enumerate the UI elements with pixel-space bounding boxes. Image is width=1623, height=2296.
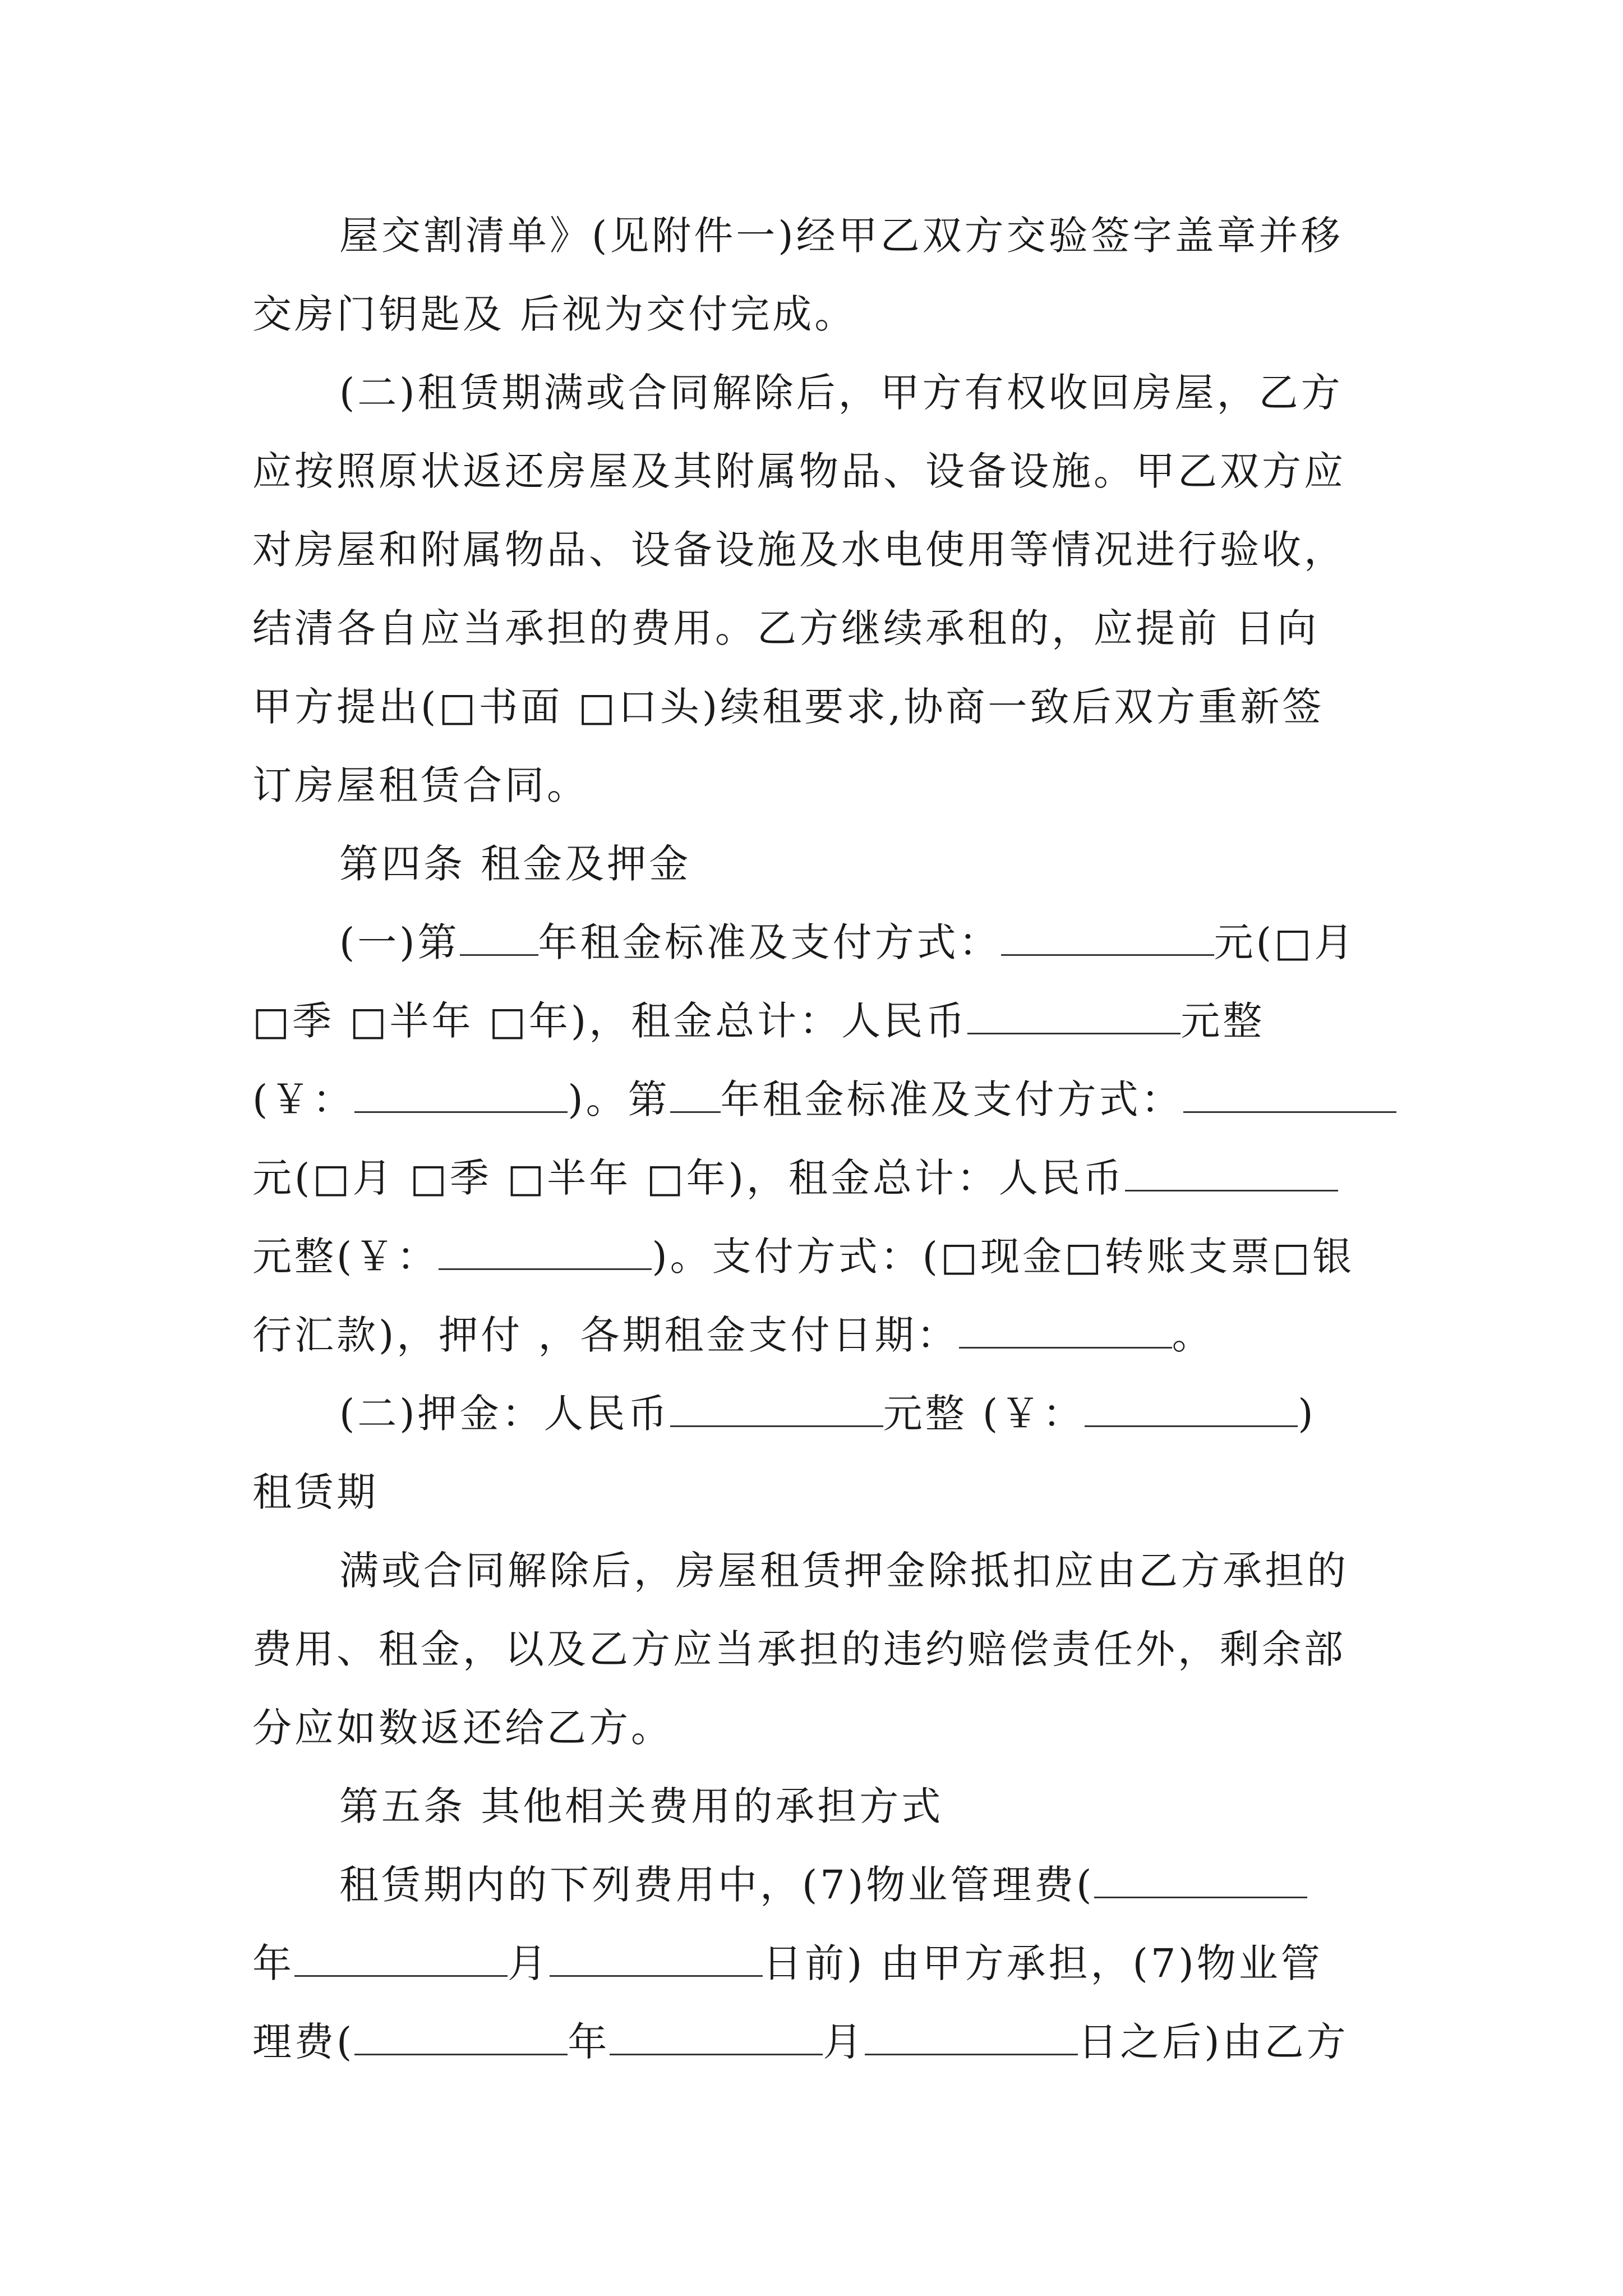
text-line-12 (252, 1071, 1396, 1128)
text-fragment: 年租金标准及支付方式： (720, 1076, 1183, 1122)
text-fragment: 年 (568, 2019, 610, 2065)
text-fragment: 行汇款)，押付 ，各期租金支付日期： (252, 1312, 959, 1358)
text-line-7: 甲方提出(□书面 □口头)续租要求,协商一致后双方重新签 (252, 684, 1325, 730)
text-fragment: 年 (252, 1940, 294, 1986)
text-fragment: (￥： (252, 1076, 355, 1122)
text-fragment: 租赁期内的下列费用中，(7)物业管理费( (339, 1862, 1095, 1908)
text-fragment: 月 (508, 1940, 550, 1986)
text-line-11 (252, 993, 1265, 1049)
fill-blank (460, 921, 538, 956)
text-line-5: 对房屋和附属物品、设备设施及水电使用等情况进行验收， (252, 527, 1346, 573)
fill-blank (354, 2020, 568, 2055)
fill-blank (959, 1313, 1172, 1349)
fill-blank (439, 1235, 652, 1270)
text-fragment: 月 (823, 2019, 865, 2065)
fill-blank (670, 1078, 721, 1113)
text-fragment: 元整 (￥： (883, 1391, 1085, 1437)
text-fragment: )。第 (568, 1076, 670, 1122)
text-line-14 (252, 1228, 1354, 1285)
text-line-13 (252, 1150, 1338, 1206)
text-line-6: 结清各自应当承担的费用。乙方继续承租的，应提前 日向 (252, 605, 1320, 651)
text-fragment: 日前) 由甲方承担，(7)物业管 (763, 1940, 1323, 1986)
text-fragment: 。 (1172, 1312, 1214, 1358)
text-fragment: 年租金标准及支付方式： (538, 919, 1001, 965)
text-line-8: 订房屋租赁合同。 (252, 762, 589, 808)
text-fragment: 理费( (252, 2019, 355, 2065)
fill-blank (294, 1941, 508, 1977)
fill-blank (1125, 1156, 1338, 1191)
fill-blank (354, 1078, 568, 1113)
text-fragment: 日之后)由乙方 (1078, 2019, 1349, 2065)
fill-blank (1094, 1863, 1307, 1898)
text-fragment: 元整 (1181, 998, 1265, 1044)
text-line-16 (339, 1386, 1316, 1442)
text-line-15 (252, 1307, 1214, 1363)
text-line-17: 租赁期 (252, 1469, 379, 1515)
fill-blank (967, 999, 1181, 1034)
fill-blank (550, 1941, 763, 1977)
fill-blank (1085, 1392, 1298, 1427)
text-line-3: (二)租赁期满或合同解除后，甲方有权收回房屋，乙方 (339, 370, 1343, 416)
text-fragment: 元(□月 □季 □半年 □年)，租金总计：人民币 (252, 1155, 1125, 1201)
text-line-19: 费用、租金，以及乙方应当承担的违约赔偿责任外，剩余部 (252, 1626, 1346, 1672)
text-fragment: 元(□月 (1214, 919, 1357, 965)
section-heading-4: 第四条 租金及押金 (339, 841, 691, 887)
fill-blank (670, 1392, 883, 1427)
text-line-20: 分应如数返还给乙方。 (252, 1705, 673, 1751)
text-fragment: )。支付方式：(□现金□转账支票□银 (652, 1234, 1355, 1280)
section-heading-5: 第五条 其他相关费用的承担方式 (339, 1783, 944, 1829)
fill-blank (610, 2020, 823, 2055)
text-line-24 (252, 2014, 1349, 2070)
fill-blank (1001, 921, 1214, 956)
text-line-18: 满或合同解除后，房屋租赁押金除抵扣应由乙方承担的 (339, 1548, 1349, 1594)
fill-blank (1183, 1078, 1396, 1113)
text-line-23 (252, 1935, 1323, 1991)
text-line-2: 交房门钥匙及 后视为交付完成。 (252, 291, 857, 337)
fill-blank (865, 2020, 1078, 2055)
text-line-10 (339, 914, 1356, 970)
text-fragment: 元整(￥： (252, 1234, 439, 1280)
text-fragment: (二)押金：人民币 (339, 1391, 670, 1437)
text-line-22 (339, 1857, 1307, 1913)
text-fragment: ) (1298, 1391, 1316, 1437)
text-line-4: 应按照原状返还房屋及其附属物品、设备设施。甲乙双方应 (252, 448, 1346, 494)
text-line-1: 屋交割清单》(见附件一)经甲乙双方交验签字盖章并移 (339, 213, 1343, 259)
text-fragment: (一)第 (339, 919, 460, 965)
text-fragment: □季 □半年 □年)，租金总计：人民币 (252, 998, 968, 1044)
